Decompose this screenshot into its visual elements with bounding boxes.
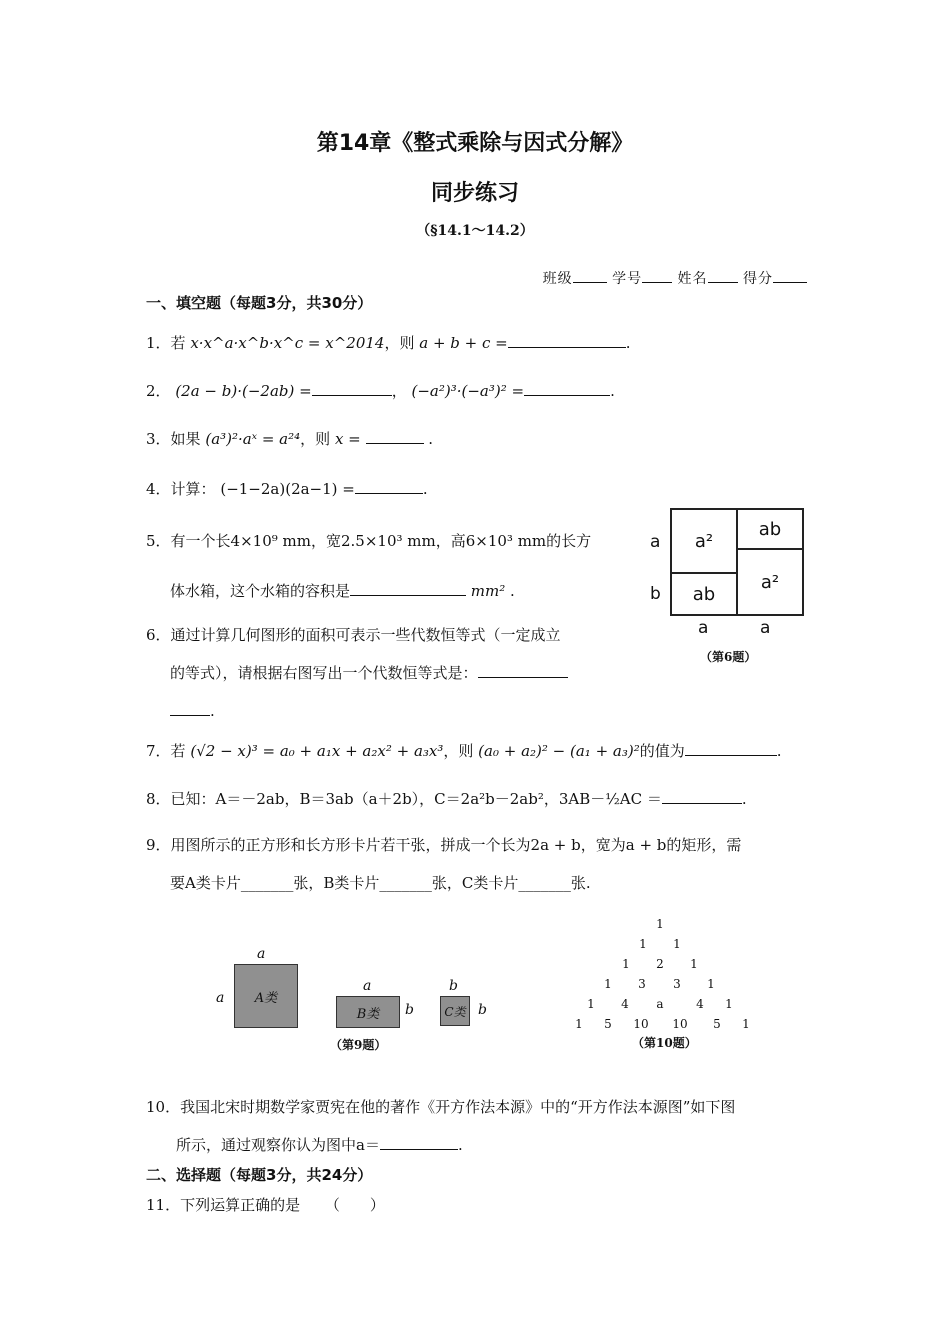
- q9-text-1: 用图所示的正方形和长方形卡片若干张，拼成一个长为2a + b，宽为a + b的矩形，需: [170, 836, 742, 854]
- question-4: 4．计算： (−1−2a)(2a−1) = .: [146, 480, 428, 498]
- q2-answer-blank-1[interactable]: [312, 381, 392, 396]
- fig10-r0-c0: 1: [656, 917, 664, 931]
- q4-expression: (−1−2a)(2a−1) =: [220, 480, 355, 498]
- page-subtitle: 同步练习: [430, 181, 519, 206]
- score-blank[interactable]: [773, 268, 807, 283]
- fig9-b-top-label: a: [363, 978, 372, 994]
- q6-answer-blank-1[interactable]: [478, 663, 568, 678]
- fig10-r5-c4: 5: [713, 1017, 721, 1031]
- class-blank[interactable]: [573, 268, 607, 283]
- question-9-line-2: [170, 872, 591, 894]
- q11-number: 11．: [146, 1196, 181, 1214]
- q4-number: 4．: [146, 480, 171, 498]
- fig10-caption: （第10题）: [632, 1036, 697, 1050]
- fig6-cell-ab-2: ab: [670, 572, 738, 616]
- q3-ask: x =: [334, 430, 361, 448]
- fig10-r2-c1: 2: [656, 957, 664, 971]
- q7-answer-blank[interactable]: [685, 741, 777, 756]
- page-scope: （§14.1～14.2）: [416, 223, 534, 239]
- score-label: 得分: [743, 271, 773, 287]
- q10-text-1: 我国北宋时期数学家贾宪在他的著作《开方作法本源》中的“开方作法本源图”如下图: [180, 1098, 736, 1116]
- fig6-cell-ab-1: ab: [736, 508, 804, 550]
- q2-expression-2: (−a²)³·(−a³)² =: [411, 382, 525, 400]
- q5-text-2: 体水箱，这个水箱的容积是: [170, 582, 351, 600]
- fig9-c-top-label: b: [449, 978, 458, 994]
- fig9-a-top-label: a: [257, 946, 266, 962]
- q7-expression-2: (a₀ + a₂)² − (a₁ + a₃)²: [478, 742, 640, 760]
- q8-text: 已知：A＝－2ab，B＝3ab（a＋2b），C＝2a²b－2ab²，3AB－½AC ＝: [170, 790, 662, 808]
- question-7: 7．若 (√2 − x)³ = a₀ + a₁x + a₂x² + a₃x³，则 (a₀ + a₂)² − (a₁ + a₃)²的值为 .: [146, 742, 782, 760]
- q3-expression: (a³)²·aˣ = a²⁴: [205, 430, 301, 448]
- fig6-cell-a-squared-2: a²: [736, 548, 804, 616]
- q3-mid: ，则: [300, 430, 331, 448]
- fig10-r3-c0: 1: [604, 977, 612, 991]
- q1-mid: ，则: [384, 334, 415, 352]
- class-label: 班级: [542, 271, 573, 287]
- fig6-caption: （第6题）: [700, 650, 757, 664]
- q10-number: 10．: [146, 1098, 181, 1116]
- question-5-line-1: [146, 530, 591, 552]
- name-label: 姓名: [677, 271, 708, 287]
- q8-answer-blank[interactable]: [662, 789, 742, 804]
- q6-number: 6．: [146, 626, 171, 644]
- question-5-line-2: 体水箱，这个水箱的容积是 mm² .: [170, 582, 515, 600]
- fig9-a-left-label: a: [216, 990, 225, 1006]
- fig9-card-a: A类: [234, 964, 298, 1028]
- q9-number: 9．: [146, 836, 171, 854]
- figure-6: [640, 508, 805, 648]
- fig10-r4-c3: 4: [696, 997, 704, 1011]
- fig10-r5-c0: 1: [575, 1017, 583, 1031]
- fig10-r2-c0: 1: [622, 957, 630, 971]
- question-11: [146, 1194, 385, 1216]
- q10-answer-blank[interactable]: [380, 1135, 458, 1150]
- q2-number: 2．: [146, 382, 171, 400]
- q7-mid: ，则: [443, 742, 474, 760]
- q6-text-2: 的等式），请根据右图写出一个代数恒等式是：: [170, 664, 478, 682]
- question-2: 2． (2a − b)·(−2ab) = ， (−a²)³·(−a³)² = .: [146, 382, 615, 400]
- fig6-bottom-label-a-1: a: [698, 618, 709, 638]
- fig10-r3-c1: 3: [638, 977, 646, 991]
- q11-text: 下列运算正确的是: [180, 1196, 301, 1214]
- q1-answer-blank[interactable]: [508, 333, 626, 348]
- question-1: 1．若 x·x^a·x^b·x^c = x^2014，则 a + b + c = .: [146, 334, 631, 352]
- fig10-r5-c2: 10: [633, 1017, 649, 1031]
- q4-answer-blank[interactable]: [355, 479, 423, 494]
- question-9-line-1: [146, 834, 741, 856]
- q2-expression-1: (2a − b)·(−2ab) =: [175, 382, 312, 400]
- q6-answer-blank-2[interactable]: [170, 701, 210, 716]
- q8-number: 8．: [146, 790, 171, 808]
- q4-prefix: 计算：: [170, 480, 216, 498]
- question-10-line-1: [146, 1096, 735, 1118]
- fig10-r4-c1: 4: [621, 997, 629, 1011]
- q7-suffix: 的值为: [639, 742, 685, 760]
- q1-expression: x·x^a·x^b·x^c = x^2014: [190, 334, 385, 352]
- fig10-r4-c4: 1: [725, 997, 733, 1011]
- fig10-r4-c0: 1: [587, 997, 595, 1011]
- fig10-r5-c3: 10: [672, 1017, 688, 1031]
- fig9-caption: （第9题）: [330, 1038, 387, 1052]
- fig10-r5-c1: 5: [604, 1017, 612, 1031]
- question-8: 8．已知：A＝－2ab，B＝3ab（a＋2b），C＝2a²b－2ab²，3AB－½AC ＝ .: [146, 790, 747, 808]
- fig9-b-right-label: b: [405, 1002, 414, 1018]
- fig10-r5-c5: 1: [742, 1017, 750, 1031]
- q1-prefix: 若: [170, 334, 186, 352]
- fig9-card-c: C类: [440, 996, 470, 1026]
- fig10-r3-c2: 3: [673, 977, 681, 991]
- q9-text-2: 要A类卡片_______张，B类卡片_______张，C类卡片_______张.: [170, 874, 591, 892]
- student-info-line: [543, 268, 807, 288]
- fig10-r1-c0: 1: [639, 937, 647, 951]
- q3-prefix: 如果: [170, 430, 201, 448]
- q3-answer-blank[interactable]: [366, 429, 424, 444]
- fig10-r3-c3: 1: [707, 977, 715, 991]
- fig6-left-label-a: a: [650, 532, 661, 552]
- q7-prefix: 若: [170, 742, 186, 760]
- question-10-line-2: 所示，通过观察你认为图中a＝ .: [176, 1136, 463, 1154]
- id-blank[interactable]: [642, 268, 672, 283]
- fig6-left-label-b: b: [650, 584, 661, 604]
- q5-unit: mm²: [470, 582, 506, 600]
- q7-expression-1: (√2 − x)³ = a₀ + a₁x + a₂x² + a₃x³: [190, 742, 444, 760]
- question-3: 3．如果 (a³)²·aˣ = a²⁴，则 x = .: [146, 430, 434, 448]
- question-6-line-3: .: [170, 700, 215, 722]
- q2-answer-blank-2[interactable]: [524, 381, 610, 396]
- q5-answer-blank[interactable]: [350, 581, 466, 596]
- fig10-r1-c1: 1: [673, 937, 681, 951]
- figure-10: [570, 912, 760, 1032]
- name-blank[interactable]: [708, 268, 738, 283]
- q5-text-1: 有一个长4×10⁹ mm，宽2.5×10³ mm，高6×10³ mm的长方: [170, 532, 592, 550]
- q6-text-1: 通过计算几何图形的面积可表示一些代数恒等式（一定成立: [170, 626, 561, 644]
- section-1-heading: 一、填空题（每题3分，共30分）: [146, 294, 373, 312]
- id-label: 学号: [612, 271, 643, 287]
- fig10-r2-c2: 1: [690, 957, 698, 971]
- fig9-card-b: B类: [336, 996, 400, 1028]
- q1-number: 1．: [146, 334, 171, 352]
- section-2-heading: 二、选择题（每题3分，共24分）: [146, 1166, 373, 1184]
- fig10-r4-c2: a: [656, 997, 664, 1011]
- q5-number: 5．: [146, 532, 171, 550]
- q1-ask: a + b + c =: [419, 334, 508, 352]
- fig6-cell-a-squared-1: a²: [670, 508, 738, 574]
- question-6-line-1: [146, 624, 561, 646]
- fig9-c-right-label: b: [478, 1002, 487, 1018]
- page-title: 第14章《整式乘除与因式分解》: [316, 131, 634, 156]
- q10-text-2: 所示，通过观察你认为图中a＝: [176, 1136, 380, 1154]
- q7-number: 7．: [146, 742, 171, 760]
- q3-number: 3．: [146, 430, 171, 448]
- question-6-line-2: [170, 662, 568, 684]
- q11-answer-paren[interactable]: （ ）: [324, 1196, 385, 1214]
- fig6-bottom-label-a-2: a: [760, 618, 771, 638]
